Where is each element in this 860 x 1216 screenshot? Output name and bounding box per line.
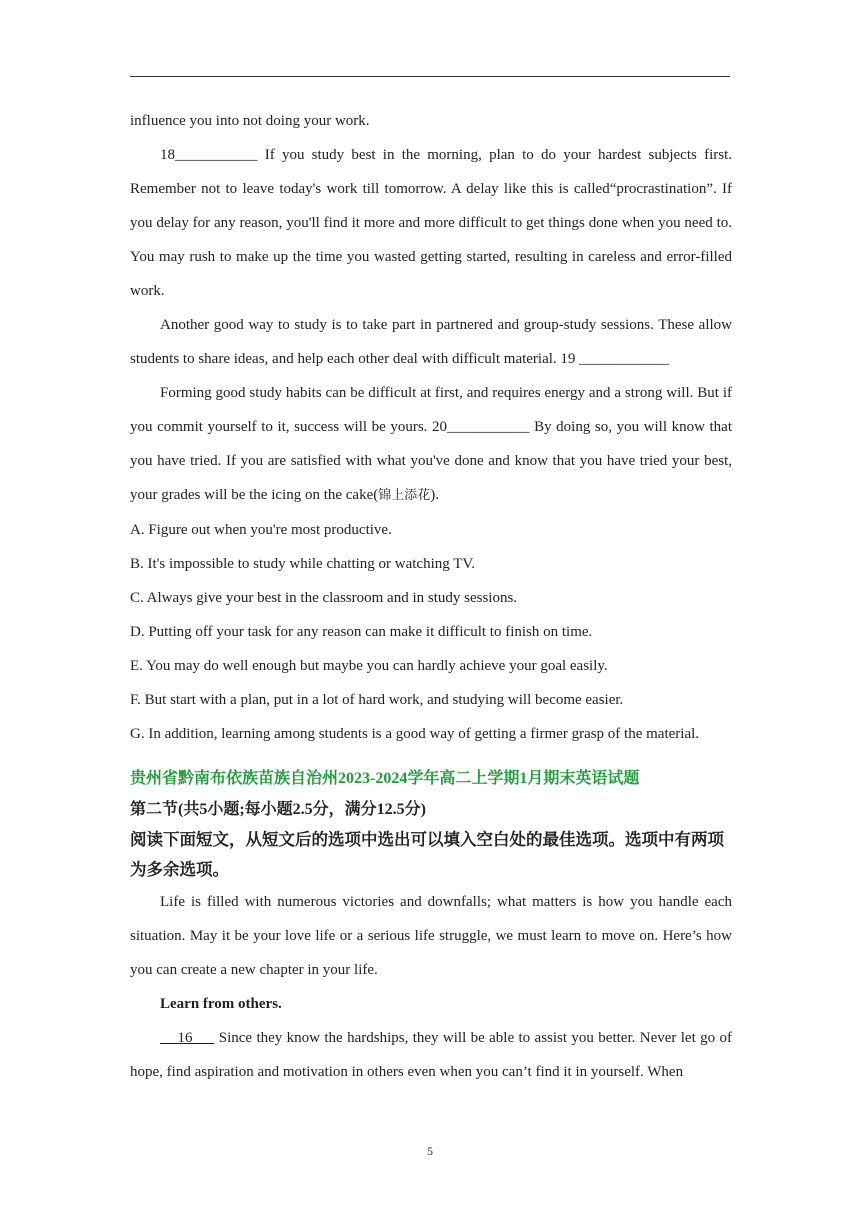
subheading: Learn from others. (160, 996, 282, 1012)
paragraph-16 (130, 1021, 732, 1089)
paragraph-continuation: influence you into not doing your work. (130, 113, 370, 129)
section-title: 贵州省黔南布依族苗族自治州2023-2024学年高二上学期1月期末英语试题 (130, 770, 640, 787)
blank-16[interactable]: 16 (160, 1030, 215, 1046)
paragraph-20-end: ). (430, 487, 440, 503)
option-f: F. But start with a plan, put in a lot of hard work, and studying will become easier. (130, 692, 624, 708)
paragraph-20-chinese: 锦上添花 (378, 488, 431, 503)
paragraph-16-text: Since they know the hardships, they will be able to assist you better. Never let go of hope, find aspiration and motivation in others even when you can’t find it in yourself. When (130, 1030, 733, 1080)
paragraph-20-text: Forming good study habits can be difficult at first, and requires energy and a strong will. But if you commit yourself to it, success will be yours. 20___________ By doing so, you will know that you have tried. If you are satisfied with what you've done and know that you have tried your best, your grades will be the icing on the cake( (130, 385, 732, 503)
intro-paragraph: Life is filled with numerous victories and downfalls; what matters is how you handle each situation. May it be your love life or a serious life struggle, we must learn to move on. Here’s how you can create a new chapter in your life. (130, 894, 732, 978)
option-e: E. You may do well enough but maybe you can hardly achieve your goal easily. (130, 658, 608, 674)
paragraph-19: Another good way to study is to take part in partnered and group-study sessions. These allow students to share ideas, and help each other deal with difficult material. 19 ____________ (130, 317, 732, 367)
section-instruction: 阅读下面短文，从短文后的选项中选出可以填入空白处的最佳选项。选项中有两项为多余选项。 (130, 830, 724, 879)
document-body (130, 104, 732, 1089)
paragraph-20 (130, 376, 732, 513)
section-subtitle: 第二节(共5小题;每小题2.5分，满分12.5分) (130, 801, 426, 818)
option-c: C. Always give your best in the classroom and in study sessions. (130, 590, 518, 606)
option-a: A. Figure out when you're most productive. (130, 522, 392, 538)
option-g: G. In addition, learning among students is a good way of getting a firmer grasp of the material. (130, 726, 700, 742)
option-d: D. Putting off your task for any reason can make it difficult to finish on time. (130, 624, 593, 640)
page-number: 5 (427, 1144, 433, 1158)
paragraph-18: 18___________ If you study best in the morning, plan to do your hardest subjects first. Remember not to leave today's work till tomorrow. A delay like this is called“procrastination”. If you delay for any reason, you'll find it more and more difficult to get things done when you need to. You may rush to make up the time you wasted getting started, resulting in careless and error-filled work. (130, 147, 732, 299)
option-b: B. It's impossible to study while chatting or watching TV. (130, 556, 476, 572)
header-rule (130, 76, 730, 77)
